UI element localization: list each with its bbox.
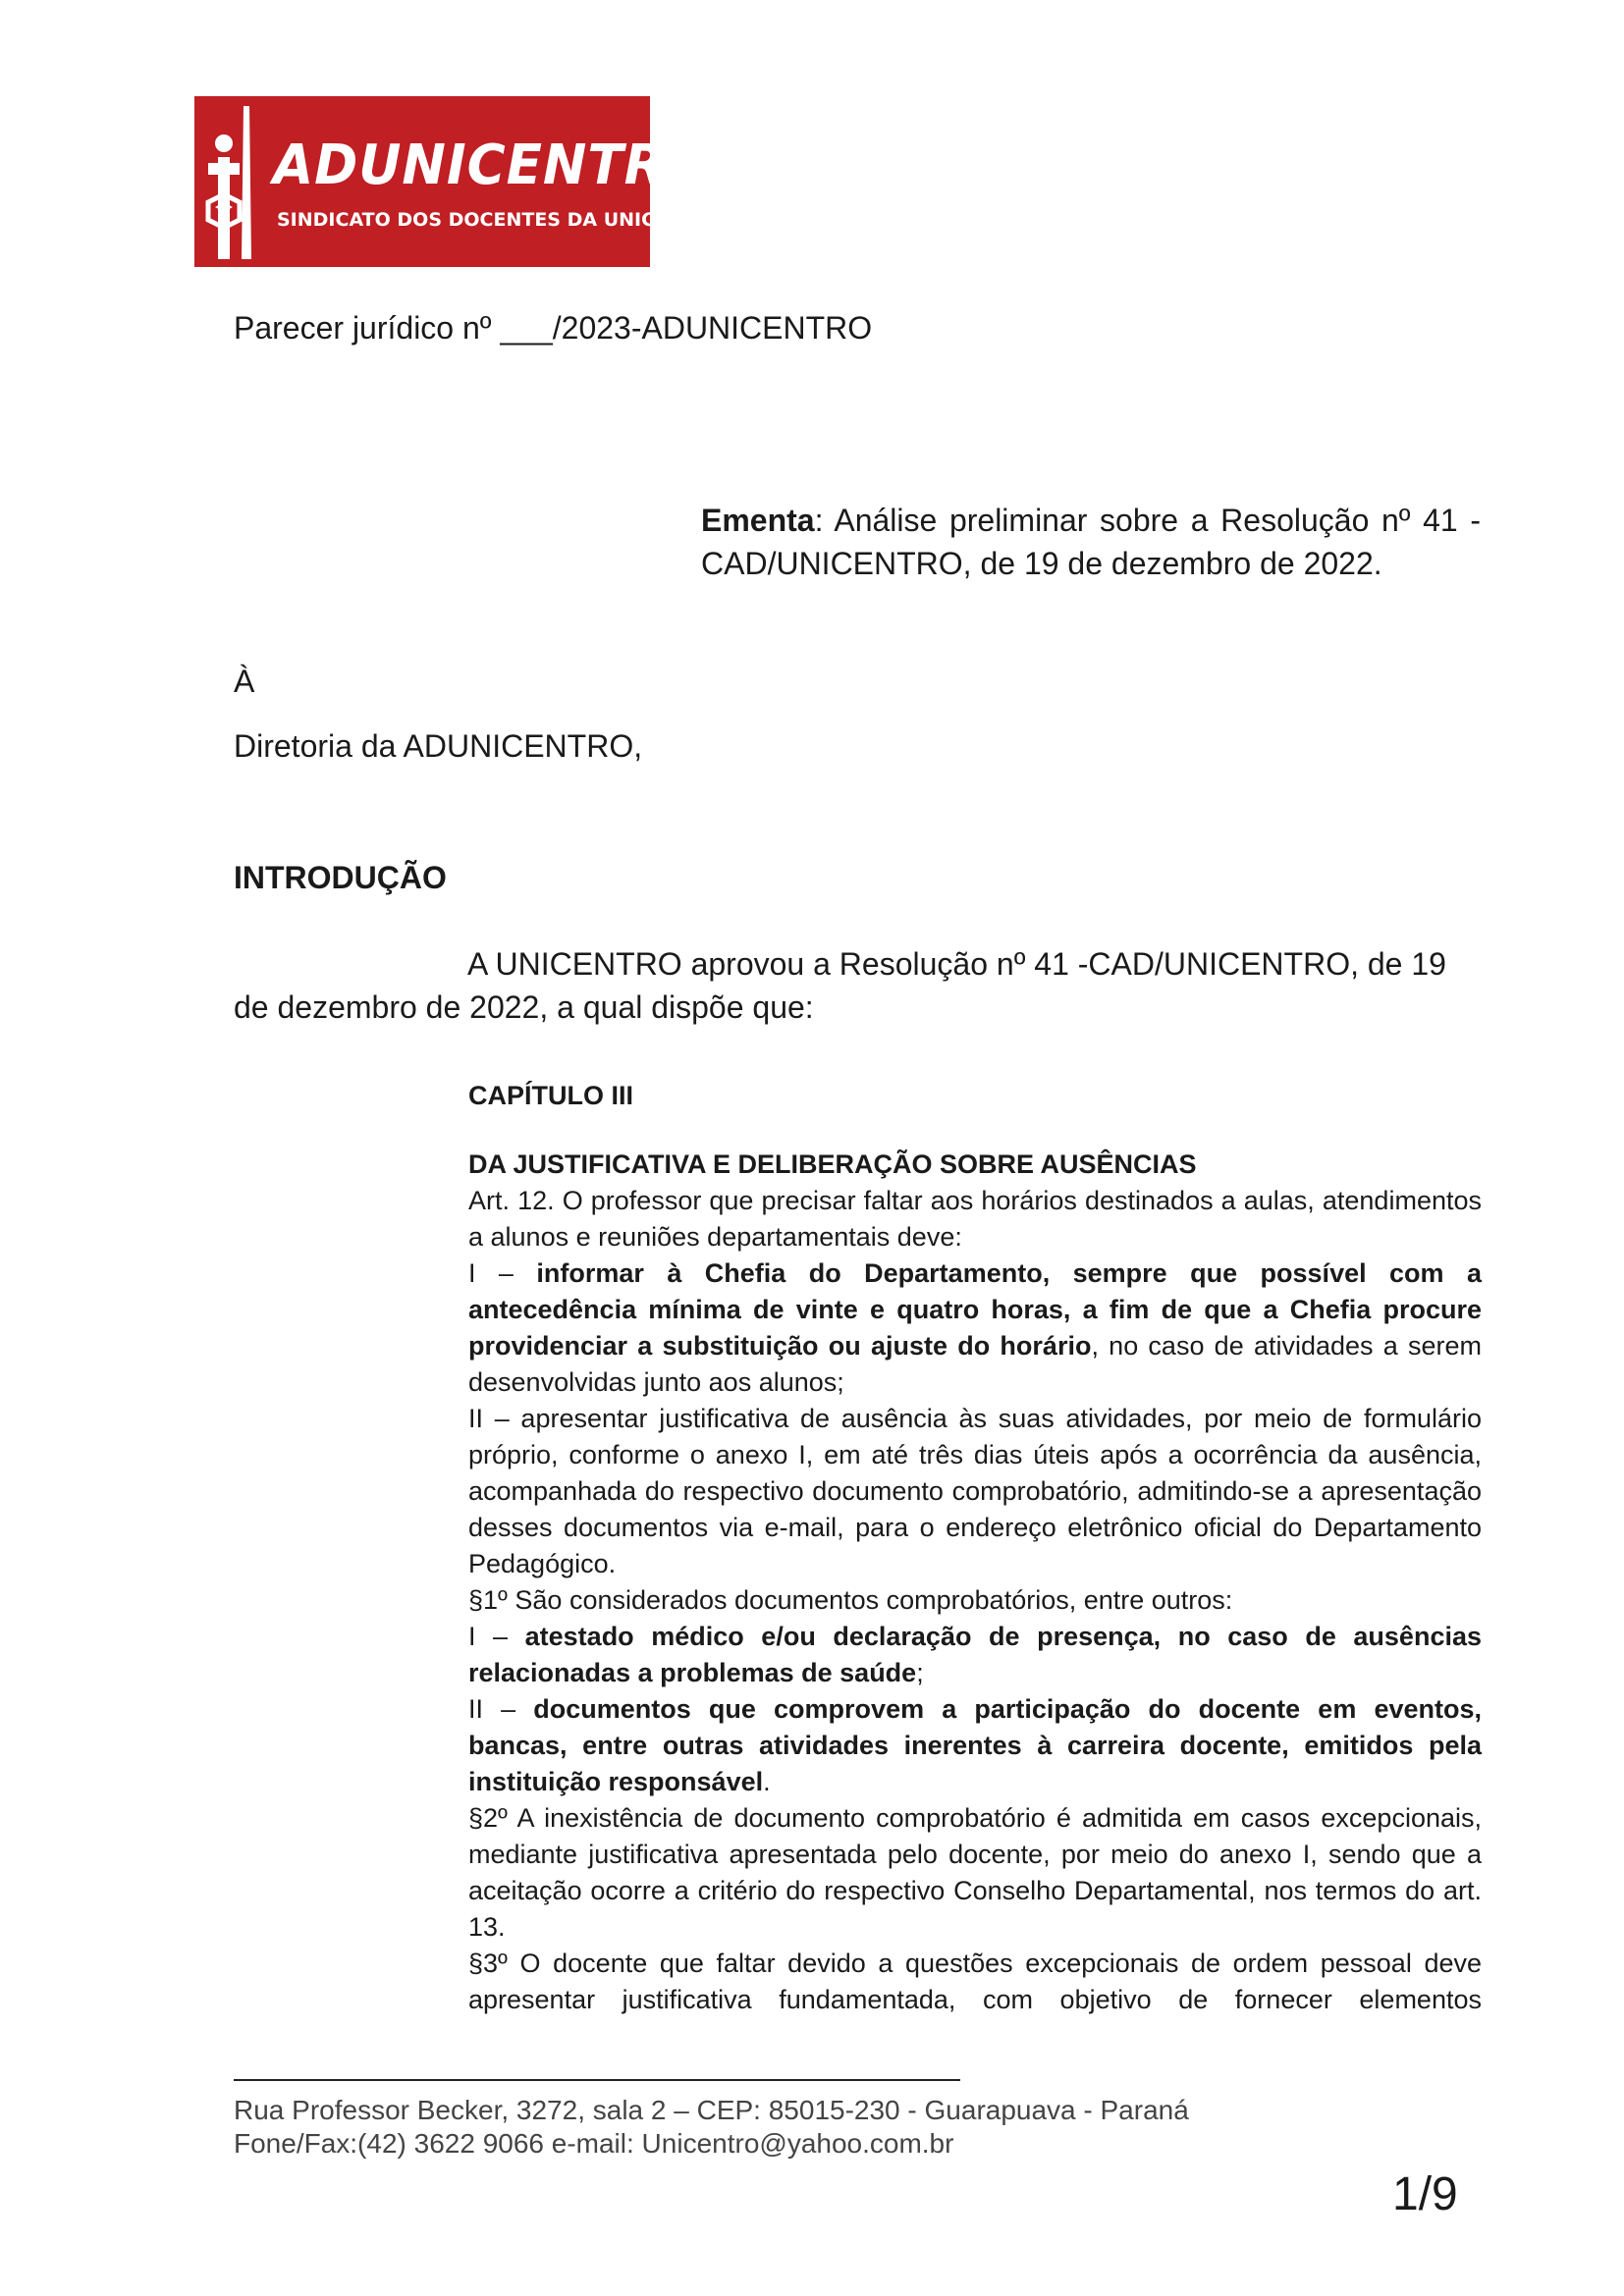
logo-name: ADUNICENTRO bbox=[273, 133, 711, 197]
resolution-quote bbox=[468, 1147, 1482, 2018]
page-number: 1/9 bbox=[1392, 2168, 1458, 2220]
ementa-label: Ementa bbox=[701, 503, 815, 538]
ementa bbox=[701, 499, 1481, 585]
item-i-prefix: I – bbox=[468, 1258, 537, 1288]
item-i-rest: , no caso de atividades a serem desenvolvidas junto aos alunos; bbox=[468, 1331, 1482, 1397]
quote-par1-item-i bbox=[468, 1619, 1482, 1691]
quote-art-12: Art. 12. O professor que precisar faltar aos horários destinados a aulas, atendimentos a alunos e reuniões departamentais deve: bbox=[468, 1186, 1482, 1252]
quote-paragraph-3: §3º O docente que faltar devido a questões excepcionais de ordem pessoal deve apresentar justificativa fundamentada, com objetivo de fornecer elementos bbox=[468, 1949, 1482, 2014]
addressee-line-1: À bbox=[234, 664, 255, 699]
ementa-text: : Análise preliminar sobre a Resolução nº 41 -CAD/UNICENTRO, de 19 de dezembro de 2022. bbox=[701, 503, 1481, 581]
quote-section-title: DA JUSTIFICATIVA E DELIBERAÇÃO SOBRE AUSÊNCIAS bbox=[468, 1149, 1197, 1179]
par1-item-i-rest: ; bbox=[916, 1658, 924, 1687]
union-logo bbox=[194, 96, 727, 267]
par1-item-ii-rest: . bbox=[763, 1767, 771, 1796]
quote-item-ii: II – apresentar justificativa de ausência às suas atividades, por meio de formulário próprio, conforme o anexo I, em até três dias úteis após a ocorrência da ausência, acompanhada do respectivo documento comprobatório, admitindo-se a apresentação desses documentos via e-mail, para o endereço eletrônico oficial do Departamento Pedagógico. bbox=[468, 1404, 1482, 1578]
section-heading-introduction: INTRODUÇÃO bbox=[234, 860, 447, 895]
logo-tagline: SINDICATO DOS DOCENTES DA UNICENTRO bbox=[277, 209, 727, 231]
footer-contact: Fone/Fax:(42) 3622 9066 e-mail: Unicentro@yahoo.com.br bbox=[234, 2128, 954, 2159]
logo-figure-icon bbox=[200, 104, 269, 261]
par1-item-ii-prefix: II – bbox=[468, 1694, 534, 1724]
quote-paragraph-2: §2º A inexistência de documento comprobatório é admitida em casos excepcionais, mediante justificativa apresentada pelo docente, por meio do anexo I, sendo que a aceitação ocorre a critério do respectivo Conselho Departamental, nos termos do art. 13. bbox=[468, 1803, 1482, 1942]
quote-par1-item-ii bbox=[468, 1691, 1482, 1800]
par1-item-i-prefix: I – bbox=[468, 1622, 525, 1651]
intro-paragraph: A UNICENTRO aprovou a Resolução nº 41 -CAD/UNICENTRO, de 19 de dezembro de 2022, a qual dispõe que: bbox=[234, 946, 1446, 1025]
quote-chapter: CAPÍTULO III bbox=[468, 1081, 633, 1110]
quote-item-i bbox=[468, 1255, 1482, 1401]
footer-divider bbox=[234, 2079, 960, 2081]
par1-item-i-bold: atestado médico e/ou declaração de presença, no caso de ausências relacionadas a problemas de saúde bbox=[468, 1622, 1482, 1687]
quote-paragraph-1: §1º São considerados documentos comprobatórios, entre outros: bbox=[468, 1585, 1233, 1615]
document-title: Parecer jurídico nº ___/2023-ADUNICENTRO bbox=[234, 310, 873, 346]
par1-item-ii-bold: documentos que comprovem a participação do docente em eventos, bancas, entre outras atividades inerentes à carreira docente, emitidos pela instituição responsável bbox=[468, 1694, 1482, 1796]
footer-address: Rua Professor Becker, 3272, sala 2 – CEP: 85015-230 - Guarapuava - Paraná bbox=[234, 2095, 1189, 2125]
item-i-bold: informar à Chefia do Departamento, sempre que possível com a antecedência mínima de vinte e quatro horas, a fim de que a Chefia procure providenciar a substituição ou ajuste do horário bbox=[468, 1258, 1482, 1361]
addressee-line-2: Diretoria da ADUNICENTRO, bbox=[234, 728, 643, 764]
